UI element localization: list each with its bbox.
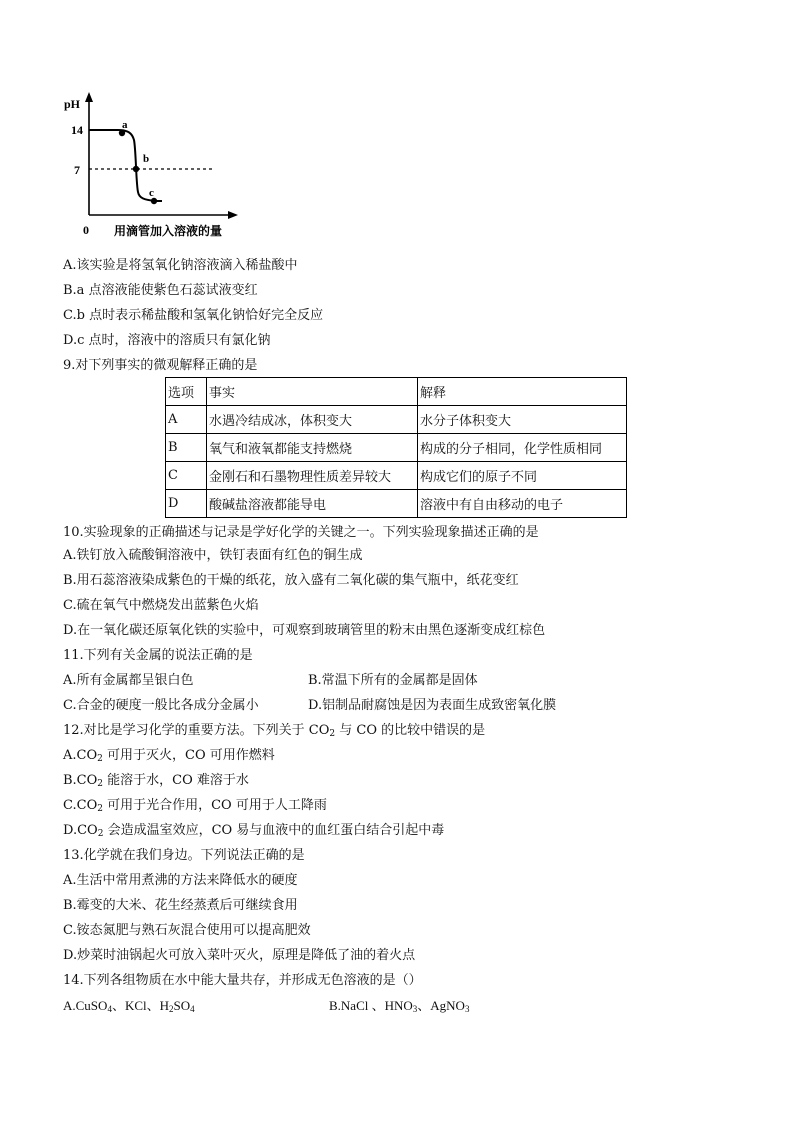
text: 会造成温室效应，CO 易与血液中的血红蛋白结合引起中毒	[103, 823, 445, 838]
ph-curve-figure	[62, 88, 252, 240]
table-row	[166, 490, 627, 518]
q13-option-a: A.生活中常用煮沸的方法来降低水的硬度	[63, 873, 298, 888]
q11-option-b: B.常温下所有的金属都是固体	[308, 673, 478, 688]
subscript: 3	[464, 1004, 470, 1014]
table-cell: 金刚石和石墨物理性质差异较大	[207, 462, 418, 490]
point-a-label: a	[122, 119, 128, 131]
table-header-cell: 解释	[418, 378, 627, 406]
q12-option-a	[63, 748, 275, 767]
q8-option-c: C.b 点时表示稀盐酸和氢氧化钠恰好完全反应	[63, 308, 324, 323]
text: B.NaCl 、HNO	[329, 998, 413, 1013]
q8-option-b: B.a 点溶液能使紫色石蕊试液变红	[63, 283, 258, 298]
q13-option-b: B.霉变的大米、花生经蒸煮后可继续食用	[63, 898, 298, 913]
text: SO	[173, 998, 191, 1013]
point-b-label: b	[143, 153, 150, 165]
table-cell: 构成的分子相同，化学性质相同	[418, 434, 627, 462]
subscript: 2	[329, 729, 336, 739]
x-axis-arrow	[228, 211, 238, 219]
ytick-14: 14	[71, 123, 83, 137]
q8-option-a: A.该实验是将氢氧化钠溶液滴入稀盐酸中	[63, 258, 298, 273]
table-cell: 水分子体积变大	[418, 406, 627, 434]
q13-option-d: D.炒菜时油锅起火可放入菜叶灭火，原理是降低了油的着火点	[63, 948, 416, 963]
text: 、AgNO	[417, 998, 465, 1013]
table-row	[166, 434, 627, 462]
q10-option-a: A.铁钉放入硫酸铜溶液中，铁钉表面有红色的铜生成	[63, 548, 363, 563]
table-cell: 水遇冷结成冰，体积变大	[207, 406, 418, 434]
q10-stem: 10.实验现象的正确描述与记录是学好化学的关键之一。下列实验现象描述正确的是	[63, 525, 539, 540]
q8-option-d: D.c 点时，溶液中的溶质只有氯化钠	[63, 333, 271, 348]
text: 可用于灭火，CO 可用作燃料	[102, 748, 275, 763]
q10-option-d: D.在一氧化碳还原氧化铁的实验中，可观察到玻璃管里的粉末由黑色逐渐变成红棕色	[63, 623, 546, 638]
subscript: 2	[169, 1004, 174, 1014]
text: 能溶于水，CO 难溶于水	[103, 773, 249, 788]
q12-option-d	[63, 823, 444, 842]
q10-option-b: B.用石蕊溶液染成紫色的干燥的纸花，放入盛有二氧化碳的集气瓶中，纸花变红	[63, 573, 519, 588]
q12-stem-mid: 与 CO 的比较中错误的是	[335, 723, 486, 738]
q10-option-c: C.硫在氧气中燃烧发出蓝紫色火焰	[63, 598, 259, 613]
x-axis-label: 用滴管加入溶液的量	[114, 224, 223, 238]
q11-stem: 11.下列有关金属的说法正确的是	[63, 648, 253, 663]
q11-option-a: A.所有金属都呈银白色	[63, 673, 194, 688]
subscript: 2	[97, 754, 103, 764]
point-b-marker	[133, 166, 139, 172]
table-header-row	[166, 378, 627, 406]
subscript: 4	[107, 1004, 112, 1014]
q11-option-c: C.合金的硬度一般比各成分金属小	[63, 698, 259, 713]
subscript: 4	[190, 1004, 195, 1014]
q12-option-b	[63, 773, 249, 792]
q14-option-b	[329, 998, 469, 1017]
q12-option-c	[63, 798, 327, 817]
y-axis-arrow	[85, 92, 93, 102]
text: B.CO	[63, 773, 98, 788]
table-header-cell: 选项	[166, 378, 207, 406]
table-row	[166, 462, 627, 490]
subscript: 3	[412, 1004, 418, 1014]
q14-stem: 14.下列各组物质在水中能大量共存，并形成无色溶液的是（）	[63, 973, 422, 988]
origin-label: 0	[83, 223, 89, 237]
q13-option-c: C.铵态氮肥与熟石灰混合使用可以提高肥效	[63, 923, 311, 938]
table-cell: 氧气和液氧都能支持燃烧	[207, 434, 418, 462]
ytick-7: 7	[74, 163, 80, 177]
text: A.CuSO	[63, 998, 108, 1013]
q9-table	[165, 377, 627, 518]
point-c-label: c	[149, 187, 154, 199]
table-cell: 溶液中有自由移动的电子	[418, 490, 627, 518]
text: C.CO	[63, 798, 98, 813]
q12-stem-pre: 12.对比是学习化学的重要方法。下列关于 CO	[63, 723, 330, 738]
subscript: 2	[97, 829, 104, 839]
table-cell: B	[166, 434, 207, 462]
y-axis-label: pH	[64, 97, 81, 111]
text: A.CO	[63, 748, 98, 763]
table-header-cell: 事实	[207, 378, 418, 406]
table-cell: C	[166, 462, 207, 490]
table-cell: D	[166, 490, 207, 518]
q13-stem: 13.化学就在我们身边。下列说法正确的是	[63, 848, 305, 863]
q9-stem: 9.对下列事实的微观解释正确的是	[63, 358, 258, 373]
text: 可用于光合作用，CO 可用于人工降雨	[102, 798, 327, 813]
text: 、KCl、H	[111, 998, 169, 1013]
subscript: 2	[97, 779, 104, 789]
table-cell: A	[166, 406, 207, 434]
q12-stem	[63, 723, 485, 742]
text: D.CO	[63, 823, 98, 838]
table-cell: 构成它们的原子不同	[418, 462, 627, 490]
table-cell: 酸碱盐溶液都能导电	[207, 490, 418, 518]
q14-option-a	[63, 998, 195, 1017]
table-row	[166, 406, 627, 434]
subscript: 2	[97, 804, 103, 814]
q11-option-d: D.铝制品耐腐蚀是因为表面生成致密氧化膜	[308, 698, 557, 713]
